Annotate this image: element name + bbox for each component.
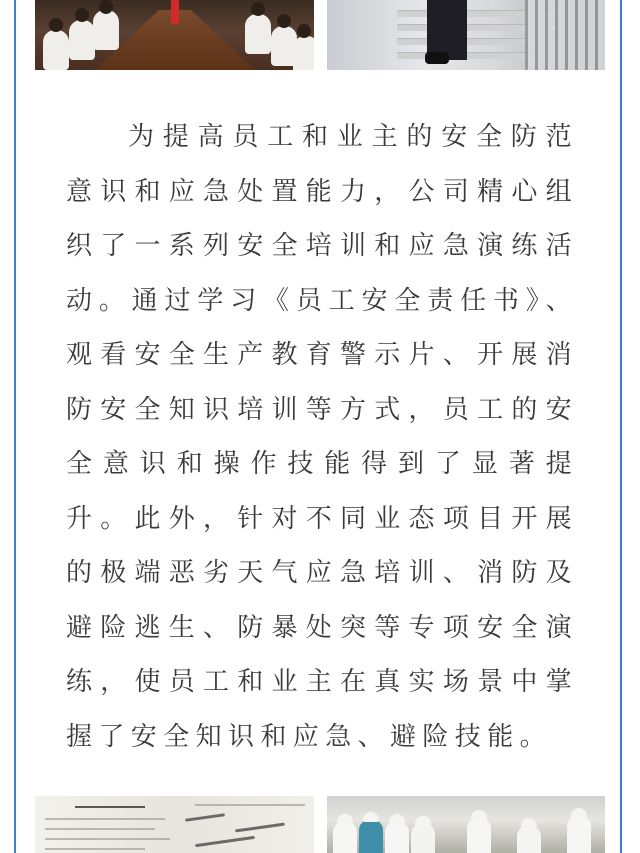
article-paragraph: 为提高员工和业主的安全防范意识和应急处置能力，公司精心组织了一系列安全培训和应急演练活动。通过学习《员工安全责任书》、观看安全生产教育警示片、开展消防安全知识培训等方式，员工的安全意识和操作技能得到了显著提升。此外，针对不同业态项目开展的极端恶劣天气应急培训、消防及避险逃生、防暴处突等专项安全演练，使员工和业主在真实场景中掌握了安全知识和应急、避险技能。 [66, 122, 578, 752]
photo-responsibility-document [35, 796, 314, 853]
photo-meeting-room [35, 0, 314, 70]
photo-safety-training [327, 796, 605, 853]
photo-stairs-drill [327, 0, 605, 70]
